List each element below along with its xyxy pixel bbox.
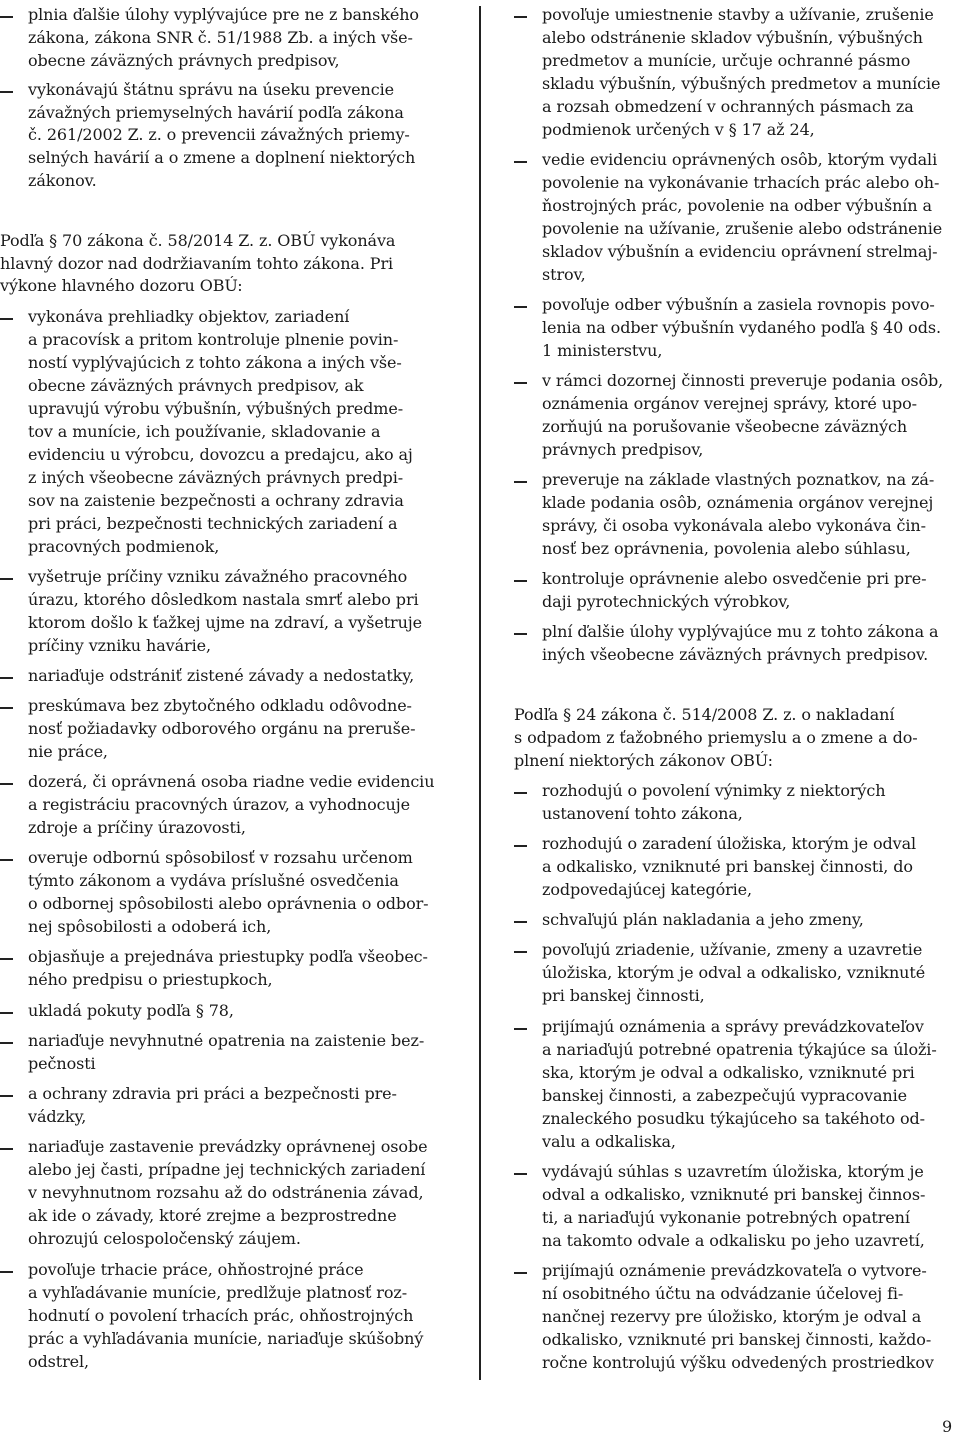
text-line: pri práci, bezpečnosti technických zariadení a: [28, 514, 398, 533]
text-line: tov a munície, ich používanie, skladovanie a: [28, 422, 381, 441]
text-line: rozhodujú o povolení výnimky z niektorých: [542, 781, 886, 800]
text-line: povoľuje umiestnenie stavby a užívanie, zrušenie: [542, 5, 934, 24]
text-line: objasňuje a prejednáva priestupky podľa všeobec-: [28, 947, 428, 966]
text-line: úložiska, ktorým je odval a odkalisko, vzniknuté: [542, 963, 926, 982]
text-line: plnení niektorých zákonov OBÚ:: [514, 751, 773, 770]
dash-bullet-icon: [0, 958, 13, 960]
text-line: závažných priemyselných havárií podľa zákona: [28, 103, 404, 122]
text-line: a nariaďujú potrebné opatrenia týkajúce sa úloži-: [542, 1040, 937, 1059]
dash-bullet-icon: [514, 306, 527, 308]
dash-bullet-icon: [0, 1095, 13, 1097]
text-line: a ochrany zdravia pri práci a bezpečnosti pre-: [28, 1084, 397, 1103]
text-line: upravujú výrobu výbušnín, výbušných predme-: [28, 399, 404, 418]
text-line: evidenciu u výrobcu, dovozcu a predajcu, ako aj: [28, 445, 413, 464]
dash-bullet-icon: [0, 1271, 13, 1273]
text-line: odkalisko, vzniknuté pri banskej činnosti, každo-: [542, 1330, 932, 1349]
dash-bullet-icon: [0, 783, 13, 785]
text-line: zdroje a príčiny úrazovosti,: [28, 818, 246, 837]
text-line: v rámci dozornej činnosti preveruje podania osôb,: [542, 371, 944, 390]
text-line: s odpadom z ťažobného priemyslu a o zmene a do-: [514, 728, 918, 747]
text-line: selných havárií a o zmene a doplnení niektorých: [28, 148, 416, 167]
text-line: alebo jej časti, prípadne jej technických zariadení: [28, 1160, 426, 1179]
text-line: pri banskej činnosti,: [542, 986, 705, 1005]
text-line: správy, či osoba vykonávala alebo vykonáva čin-: [542, 516, 926, 535]
text-line: ností vyplývajúcich z tohto zákona a iných vše-: [28, 353, 402, 372]
text-line: preskúmava bez zbytočného odkladu odôvodne-: [28, 696, 412, 715]
text-line: odstrel,: [28, 1352, 90, 1371]
text-line: ní osobitného účtu na odvádzanie účelovej fi-: [542, 1284, 904, 1303]
text-line: prác a vyhľadávania munície, nariaďuje skúšobný: [28, 1329, 424, 1348]
text-line: kontroluje oprávnenie alebo osvedčenie pri pre-: [542, 569, 927, 588]
dash-bullet-icon: [0, 16, 13, 18]
text-line: obecne záväzných právnych predpisov, ak: [28, 376, 364, 395]
text-line: nosť bez oprávnenia, povolenia alebo súhlasu,: [542, 539, 911, 558]
text-line: odval a odkalisko, vzniknuté pri banskej činnos-: [542, 1185, 926, 1204]
dash-bullet-icon: [0, 578, 13, 580]
dash-bullet-icon: [0, 1148, 13, 1150]
text-line: č. 261/2002 Z. z. o prevencii závažných priemy-: [28, 125, 410, 144]
text-line: výkone hlavného dozoru OBÚ:: [0, 276, 243, 295]
text-line: nej spôsobilosti a odoberá ich,: [28, 917, 272, 936]
text-line: vádzky,: [28, 1107, 87, 1126]
text-line: skladu výbušnín, výbušných predmetov a munície: [542, 74, 941, 93]
text-line: a rozsah obmedzení v ochranných pásmach za: [542, 97, 914, 116]
text-line: schvaľujú plán nakladania a jeho zmeny,: [542, 910, 864, 929]
text-line: vykonávajú štátnu správu na úseku prevencie: [28, 80, 394, 99]
text-line: nariaďuje nevyhnutné opatrenia na zaistenie bez-: [28, 1031, 425, 1050]
text-line: pečnosti: [28, 1054, 96, 1073]
text-line: povoľuje odber výbušnín a zasiela rovnopis povo-: [542, 295, 935, 314]
text-line: ustanovení tohto zákona,: [542, 804, 743, 823]
dash-bullet-icon: [0, 318, 13, 320]
text-line: úrazu, ktorého dôsledkom nastala smrť alebo pri: [28, 590, 419, 609]
text-line: nančnej rezervy pre úložisko, ktorým je odval a: [542, 1307, 922, 1326]
text-line: na takomto odvale a odkalisku po jeho uzavretí,: [542, 1231, 925, 1250]
text-line: o odbornej spôsobilosti alebo oprávnenia o odbor-: [28, 894, 429, 913]
text-line: klade podania osôb, oznámenia orgánov verejnej: [542, 493, 934, 512]
text-line: a vyhľadávanie munície, predlžuje platnosť roz-: [28, 1283, 407, 1302]
text-line: predmetov a munície, určuje ochranné pásmo: [542, 51, 911, 70]
text-line: 1 ministerstvu,: [542, 341, 663, 360]
text-line: príčiny vzniku havárie,: [28, 636, 211, 655]
text-line: obecne záväzných právnych predpisov,: [28, 51, 340, 70]
dash-bullet-icon: [514, 481, 527, 483]
text-line: ak ide o závady, ktoré zrejme a bezprostredne: [28, 1206, 397, 1225]
text-line: vyšetruje príčiny vzniku závažného pracovného: [28, 567, 408, 586]
text-line: ňostrojných prác, povolenie na odber výbušnín a: [542, 196, 932, 215]
dash-bullet-icon: [514, 382, 527, 384]
dash-bullet-icon: [0, 707, 13, 709]
text-line: prijímajú oznámenia a správy prevádzkovateľov: [542, 1017, 924, 1036]
dash-bullet-icon: [514, 921, 527, 923]
text-line: znaleckého posudku týkajúceho sa takéhoto od-: [542, 1109, 925, 1128]
text-line: prijímajú oznámenie prevádzkovateľa o vytvore-: [542, 1261, 927, 1280]
text-line: hodnutí o povolení trhacích prác, ohňostrojných: [28, 1306, 414, 1325]
text-line: oznámenia orgánov verejnej správy, ktoré upo-: [542, 394, 917, 413]
text-line: pracovných podmienok,: [28, 537, 220, 556]
text-line: zorňujú na porušovanie všeobecne záväzných: [542, 417, 908, 436]
text-line: nosť požiadavky odborového orgánu na prerušе-: [28, 719, 416, 738]
text-line: hlavný dozor nad dodržiavaním tohto zákona. Pri: [0, 254, 394, 273]
dash-bullet-icon: [514, 580, 527, 582]
text-line: sov na zaistenie bezpečnosti a ochrany zdravia: [28, 491, 404, 510]
text-line: vedie evidenciu oprávnených osôb, ktorým vydali: [542, 150, 938, 169]
text-line: skladov výbušnín a evidenciu oprávnení strelmaj-: [542, 242, 938, 261]
text-line: zákonov.: [28, 171, 97, 190]
text-line: ti, a nariaďujú vykonanie potrebných opatrení: [542, 1208, 910, 1227]
text-line: právnych predpisov,: [542, 440, 704, 459]
dash-bullet-icon: [514, 1028, 527, 1030]
text-line: povolenie na užívanie, zrušenie alebo odstránenie: [542, 219, 943, 238]
text-line: vykonáva prehliadky objektov, zariadení: [28, 307, 350, 326]
text-line: ohrozujú celospoločenský záujem.: [28, 1229, 301, 1248]
dash-bullet-icon: [0, 1012, 13, 1014]
text-line: podmienok určených v § 17 až 24,: [542, 120, 815, 139]
text-line: povoľuje trhacie práce, ohňostrojné práce: [28, 1260, 364, 1279]
text-line: povolenie na vykonávanie trhacích prác alebo oh-: [542, 173, 940, 192]
dash-bullet-icon: [0, 859, 13, 861]
dash-bullet-icon: [514, 161, 527, 163]
text-line: ska, ktorým je odval a odkalisko, vzniknuté pri: [542, 1063, 915, 1082]
text-line: vydávajú súhlas s uzavretím úložiska, ktorým je: [542, 1162, 924, 1181]
text-line: plní ďalšie úlohy vyplývajúce mu z tohto zákona a: [542, 622, 939, 641]
text-line: ukladá pokuty podľa § 78,: [28, 1001, 234, 1020]
text-line: alebo odstránenie skladov výbušnín, výbušných: [542, 28, 923, 47]
dash-bullet-icon: [514, 845, 527, 847]
text-line: overuje odbornú spôsobilosť v rozsahu určenom: [28, 848, 413, 867]
text-line: v nevyhnutnom rozsahu až do odstránenia závad,: [28, 1183, 424, 1202]
text-line: Podľa § 70 zákona č. 58/2014 Z. z. OBÚ vykonáva: [0, 231, 396, 250]
text-line: Podľa § 24 zákona č. 514/2008 Z. z. o nakladaní: [514, 705, 895, 724]
text-line: dozerá, či oprávnená osoba riadne vedie evidenciu: [28, 772, 435, 791]
column-divider: [479, 6, 481, 1380]
dash-bullet-icon: [514, 1173, 527, 1175]
text-line: rozhodujú o zaradení úložiska, ktorým je odval: [542, 834, 917, 853]
text-line: nie práce,: [28, 742, 108, 761]
dash-bullet-icon: [514, 633, 527, 635]
text-line: preveruje na základe vlastných poznatkov, na zá-: [542, 470, 935, 489]
text-line: a registráciu pracovných úrazov, a vyhodnocuje: [28, 795, 410, 814]
text-line: nariaďuje odstrániť zistené závady a nedostatky,: [28, 666, 415, 685]
text-line: nariaďuje zastavenie prevádzky oprávnenej osobe: [28, 1137, 428, 1156]
dash-bullet-icon: [0, 677, 13, 679]
text-line: iných všeobecne záväzných právnych predpisov.: [542, 645, 929, 664]
text-line: zákona, zákona SNR č. 51/1988 Zb. a iných vše-: [28, 28, 413, 47]
page-number: 9: [942, 1417, 953, 1436]
text-line: a pracovísk a pritom kontroluje plnenie povin-: [28, 330, 399, 349]
text-line: ktorom došlo k ťažkej ujme na zdraví, a vyšetruje: [28, 613, 423, 632]
dash-bullet-icon: [514, 1272, 527, 1274]
text-line: banskej činnosti, a zabezpečujú vypracovanie: [542, 1086, 907, 1105]
text-line: strov,: [542, 265, 586, 284]
text-line: týmto zákonom a vydáva príslušné osvedčenia: [28, 871, 399, 890]
text-line: daji pyrotechnických výrobkov,: [542, 592, 791, 611]
text-line: zodpovedajúcej kategórie,: [542, 880, 753, 899]
dash-bullet-icon: [514, 792, 527, 794]
text-line: valu a odkaliska,: [542, 1132, 676, 1151]
dash-bullet-icon: [0, 1042, 13, 1044]
dash-bullet-icon: [514, 16, 527, 18]
text-line: ného predpisu o priestupkoch,: [28, 970, 273, 989]
text-line: plnia ďalšie úlohy vyplývajúce pre ne z banského: [28, 5, 419, 24]
text-line: a odkalisko, vzniknuté pri banskej činnosti, do: [542, 857, 913, 876]
dash-bullet-icon: [0, 91, 13, 93]
text-line: z iných všeobecne záväzných právnych predpi-: [28, 468, 404, 487]
text-line: lenia na odber výbušnín vydaného podľa § 40 ods.: [542, 318, 941, 337]
text-line: povoľujú zriadenie, užívanie, zmeny a uzavretie: [542, 940, 923, 959]
text-line: ročne kontrolujú výšku odvedených prostriedkov: [542, 1353, 934, 1372]
dash-bullet-icon: [514, 951, 527, 953]
